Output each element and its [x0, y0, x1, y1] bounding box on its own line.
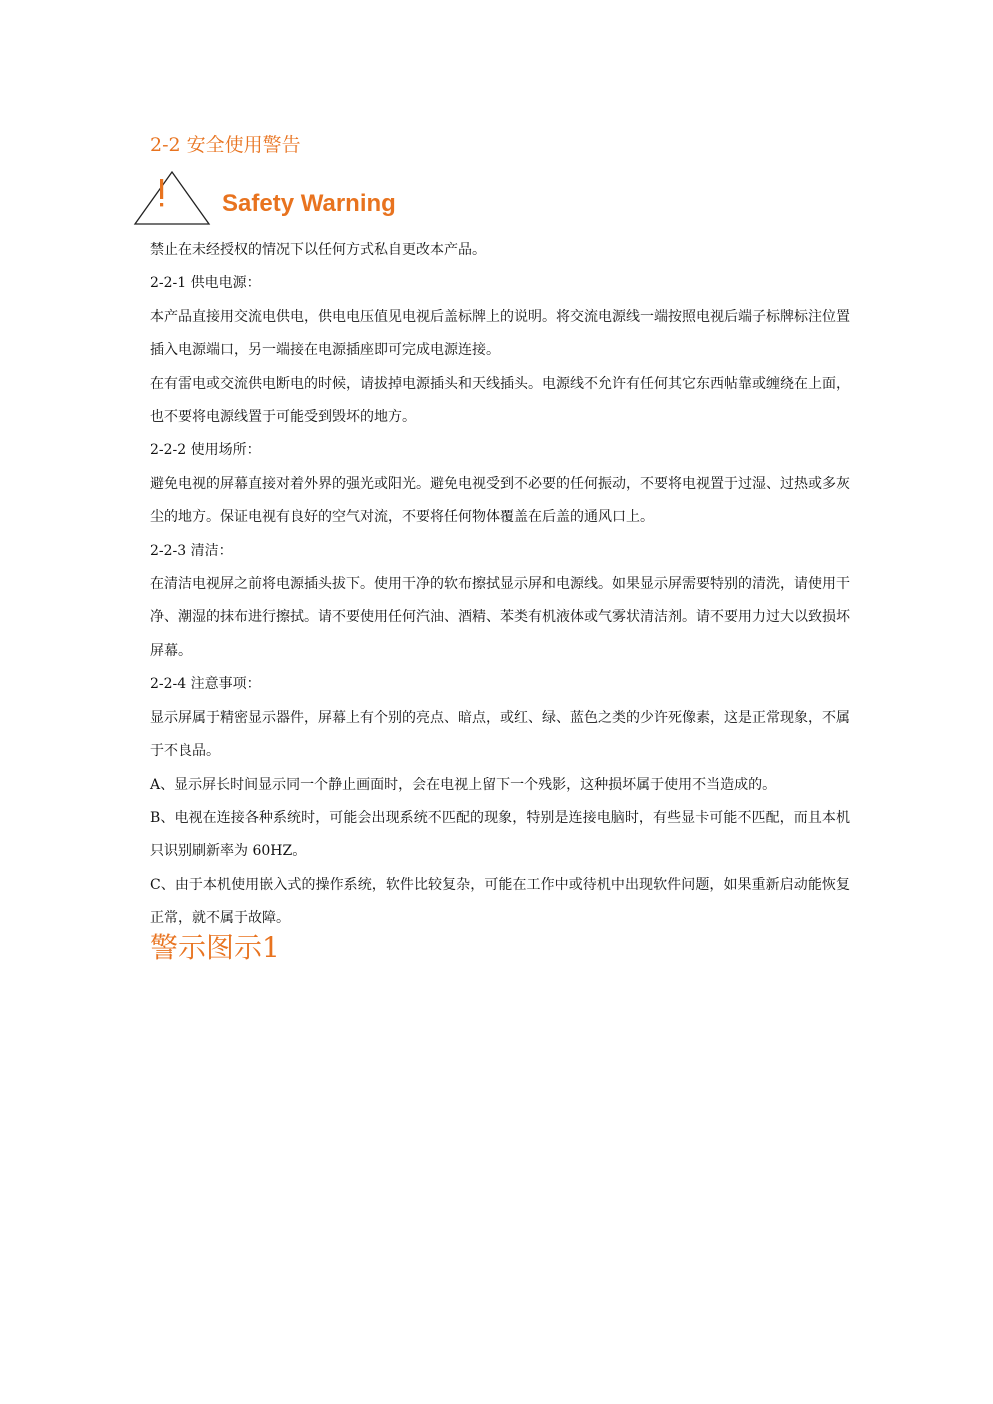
cleaning-paragraph: 在清洁电视屏之前将电源插头拔下。使用干净的软布擦拭显示屏和电源线。如果显示屏需要特别的清洗，请使用干净、潮湿的抹布进行擦拭。请不要使用任何汽油、酒精、苯类有机液体或气雾状清洁剂。请不要用力过大以致损坏屏幕。 [150, 576, 850, 659]
intro-paragraph: 禁止在未经授权的情况下以任何方式私自更改本产品。 [150, 242, 486, 258]
note-c: C、由于本机使用嵌入式的操作系统，软件比较复杂，可能在工作中或待机中出现软件问题，如果重新启动能恢复正常，就不属于故障。 [150, 876, 850, 927]
notes-heading: 2-2-4 注意事项： [150, 676, 261, 693]
safety-body [150, 234, 850, 936]
power-paragraph-1: 本产品直接用交流电供电，供电电压值见电视后盖标牌上的说明。将交流电源线一端按照电视后端子标牌标注位置插入电源端口，另一端接在电源插座即可完成电源连接。 [150, 308, 850, 359]
power-paragraph-2: 在有雷电或交流供电断电的时候，请拔掉电源插头和天线插头。电源线不允许有任何其它东西帖靠或缠绕在上面，也不要将电源线置于可能受到毁坏的地方。 [150, 375, 850, 426]
section-title: 2-2 安全使用警告 [150, 134, 301, 156]
safety-warning-label: Safety Warning [222, 190, 396, 217]
note-a: A、显示屏长时间显示同一个静止画面时，会在电视上留下一个残影，这种损坏属于使用不当造成的。 [150, 776, 777, 793]
safety-warning-banner [133, 170, 533, 228]
note-b: B、电视在连接各种系统时，可能会出现系统不匹配的现象，特别是连接电脑时，有些显卡可能不匹配，而且本机只识别刷新率为 60HZ。 [150, 809, 850, 860]
cleaning-heading: 2-2-3 清洁： [150, 542, 233, 559]
warning-triangle-icon [133, 170, 211, 226]
power-heading: 2-2-1 供电电源： [150, 275, 261, 292]
location-paragraph: 避免电视的屏幕直接对着外界的强光或阳光。避免电视受到不必要的任何振动，不要将电视置于过湿、过热或多灰尘的地方。保证电视有良好的空气对流，不要将任何物体覆盖在后盖的通风口上。 [150, 475, 850, 526]
figure-caption: 警示图示1 [150, 931, 280, 964]
location-heading: 2-2-2 使用场所： [150, 442, 261, 459]
notes-paragraph: 显示屏属于精密显示器件，屏幕上有个别的亮点、暗点，或红、绿、蓝色之类的少许死像素，这是正常现象，不属于不良品。 [150, 709, 850, 760]
